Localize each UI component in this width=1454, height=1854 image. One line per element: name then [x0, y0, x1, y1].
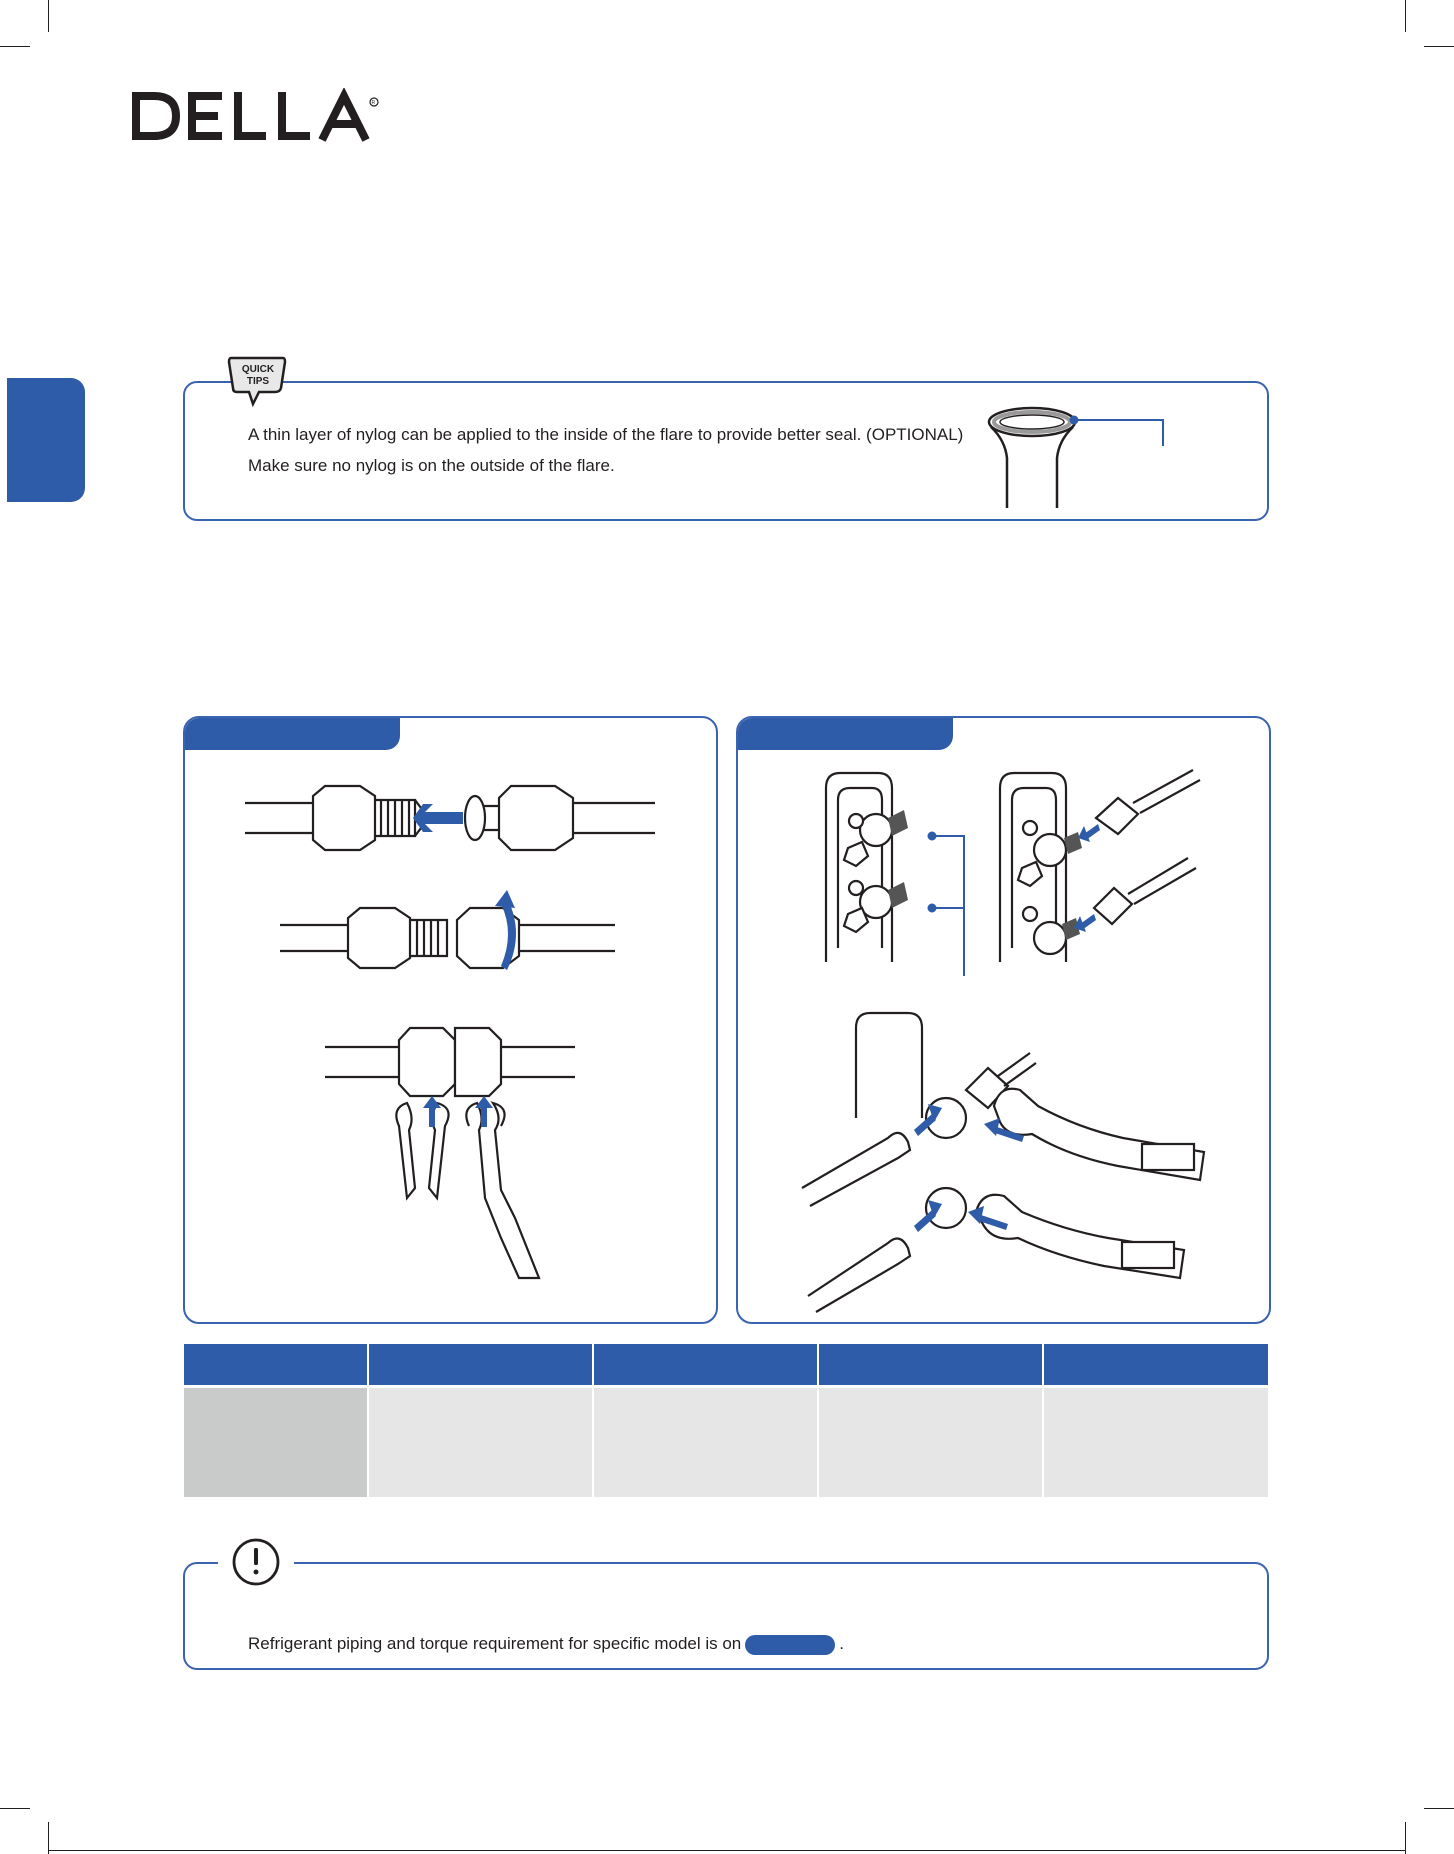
bottom-rule — [48, 1850, 1406, 1851]
crop-mark — [1405, 0, 1406, 32]
crop-mark — [0, 1808, 30, 1809]
table-header-cell — [819, 1344, 1042, 1385]
section-side-tab — [7, 378, 85, 502]
exclamation-circle-icon — [218, 1535, 294, 1593]
table-cell — [819, 1388, 1042, 1497]
table-cell — [594, 1388, 817, 1497]
flare-nylog-illustration — [975, 400, 1175, 517]
table-cell — [1044, 1388, 1268, 1497]
flare-connection-panel — [183, 716, 718, 1324]
page-reference-pill[interactable] — [745, 1635, 835, 1655]
crop-mark — [1424, 1808, 1454, 1809]
table-cell — [184, 1388, 367, 1497]
table-cell — [369, 1388, 592, 1497]
svg-text:R: R — [371, 100, 376, 106]
crop-mark — [0, 46, 30, 47]
table-row — [184, 1388, 1270, 1497]
quick-tips-line-2: Make sure no nylog is on the outside of the flare. — [248, 456, 615, 475]
service-valve-illustration — [738, 718, 1271, 1324]
table-header-cell — [369, 1344, 592, 1385]
note-text-end: . — [839, 1634, 844, 1653]
service-valve-connection-panel — [736, 716, 1271, 1324]
quick-tips-badge-line2: TIPS — [246, 376, 270, 387]
table-header-cell — [594, 1344, 817, 1385]
della-logo — [130, 88, 380, 149]
note-text — [248, 1634, 844, 1655]
flare-connection-illustration — [185, 718, 718, 1324]
table-header-row — [184, 1344, 1270, 1385]
table-header-cell — [184, 1344, 367, 1385]
torque-table — [184, 1344, 1270, 1497]
note-text-main: Refrigerant piping and torque requirement for specific model is on — [248, 1634, 742, 1653]
crop-mark — [1424, 46, 1454, 47]
quick-tips-line-1: A thin layer of nylog can be applied to the inside of the flare to provide better seal. (OPTIONAL) — [248, 425, 964, 444]
crop-mark — [48, 0, 49, 32]
quick-tips-badge-line1: QUICK — [241, 364, 275, 375]
table-header-cell — [1044, 1344, 1268, 1385]
